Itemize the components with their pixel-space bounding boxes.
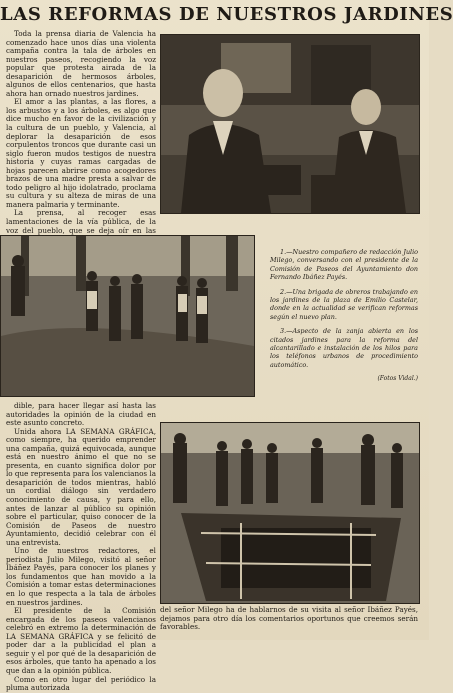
paragraph: El amor a las plantas, a las flores, a los arbustos y a los árboles, es algo que dice mucho en favor de la civilización y la cultura de un pueblo, y Valencia, al deplorar la desaparición de esos corpulentos troncos que durante casi un siglo fueron mudos testigos de nuestra historia y cuyas ramas cargadas de hojas parecen abrirse como acogedores brazos de una madre presta a salvar de todo peligro al hijo idolatrado, proclama su cultura y su alteza de miras de una manera palmaria y terminante.: [6, 97, 156, 209]
article-column-bottom: [6, 401, 156, 693]
article-column-top: [6, 29, 156, 235]
paragraph: Uno de nuestros redactores, el periodista Julio Milego, visitó al señor Ibáñez Payés, para conocer los planes y los fundamentos que han movido a la Comisión a tomar estas determinaciones en lo que respecta a la tala de árboles en nuestros jardines.: [6, 546, 156, 607]
paragraph: La prensa, al recoger esas lamentaciones de la vía pública, de la voz del pueblo, que se deja oír en las: [6, 208, 156, 235]
paragraph: El presidente de la Comisión encargada de los paseos valencianos celebró en extremo la determinación de LA SEMANA GRÁFICA y se felicitó de poder dar a la publicidad el plan a seguir y el por qué de la desaparición de esos árboles, que tanto ha apenado a los que dan a la opinión pública.: [6, 606, 156, 675]
photo-workers: [0, 235, 255, 397]
continuation-text: del señor Milego ha de hablarnos de su visita al señor Ibáñez Payés, dejamos para otro día los comentarios oportunos que creemos serán favorables.: [160, 605, 418, 631]
photo-interview: [160, 34, 420, 214]
photo-trench: [160, 422, 420, 604]
photo-captions: [270, 248, 418, 384]
caption-2: 2.—Una brigada de obreros trabajando en los jardines de la plaza de Emilio Castelar, donde en la actualidad se verifican reformas según el nuevo plan.: [270, 287, 418, 321]
paragraph: Toda la prensa diaria de Valencia ha comenzado hace unos días una violenta campaña contra la tala de árboles en nuestros paseos, recogiendo la voz popular que protesta airada de la desaparición de hermosos árboles, algunos de ellos centenarios, que hasta ahora han ornado nuestros jardines.: [6, 29, 156, 98]
paragraph: Unida ahora LA SEMANA GRÁFICA, como siempre, ha querido emprender una campaña, quizá equivocada, aunque está en nuestro ánimo el que no se presenta, en cuanto significa dolor por lo que representa para los valencianos la desaparición de todos mientras, habló un cordial diálogo sin verdadero conocimiento de causa, y para ello, antes de lanzar al público su opinión sobre el particular, quiso conocer de la Comisión de Paseos de nuestro Ayuntamiento, decidió celebrar con él una entrevista.: [6, 426, 156, 547]
caption-3: 3.—Aspecto de la zanja abierta en los citados jardines para la reforma del alcantarillado e instalación de los hilos para los teléfonos urbanos de procedimiento automático.: [270, 327, 418, 369]
caption-1: 1.—Nuestro compañero de redacción Julio Milego, conversando con el presidente de la Comisión de Paseos del Ayuntamiento don Fernando Ibáñez Payés.: [270, 248, 418, 282]
photo-credit: (Fotos Vidal.): [377, 375, 418, 383]
paragraph: dible, para hacer llegar así hasta las autoridades la opinión de la ciudad en este asunto concreto.: [6, 401, 156, 428]
paragraph: Como en otro lugar del periódico la pluma autorizada: [6, 674, 156, 693]
headline: LAS REFORMAS DE NUESTROS JARDINES: [0, 4, 453, 25]
